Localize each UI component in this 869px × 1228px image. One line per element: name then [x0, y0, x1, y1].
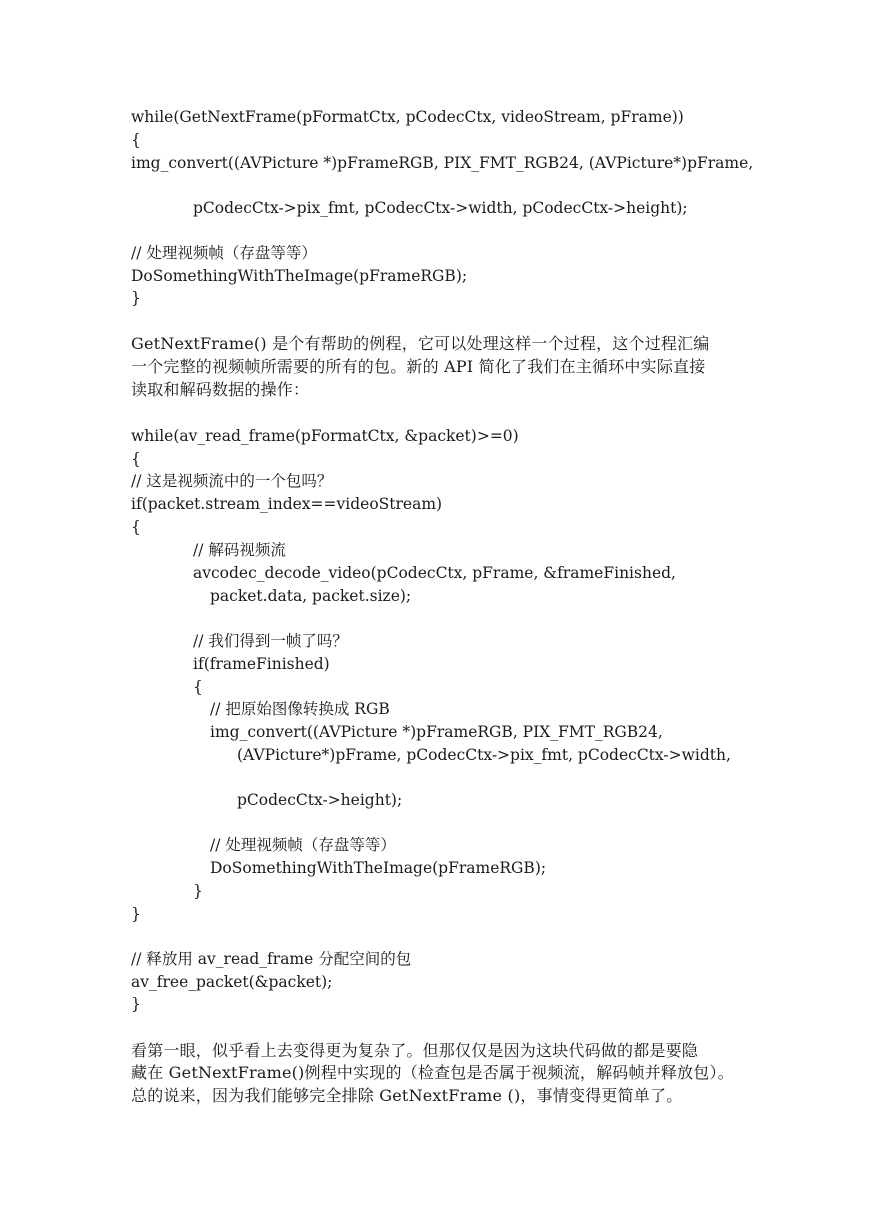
- code-line: (AVPicture*)pFrame, pCodecCtx->pix_fmt, pCodecCtx->width,: [237, 746, 731, 764]
- code-comment: // 把原始图像转换成 RGB: [210, 700, 390, 718]
- code-line: }: [193, 882, 203, 900]
- code-comment: // 处理视频帧（存盘等等）: [131, 244, 317, 262]
- paragraph-line: 看第一眼，似乎看上去变得更为复杂了。但那仅仅是因为这块代码做的都是要隐: [131, 1041, 699, 1060]
- code-line: img_convert((AVPicture *)pFrameRGB, PIX_FMT_RGB24, (AVPicture*)pFrame,: [131, 154, 754, 172]
- code-comment: // 解码视频流: [193, 541, 286, 559]
- code-line: pCodecCtx->pix_fmt, pCodecCtx->width, pCodecCtx->height);: [193, 199, 688, 217]
- code-line: DoSomethingWithTheImage(pFrameRGB);: [210, 859, 547, 877]
- code-line: img_convert((AVPicture *)pFrameRGB, PIX_FMT_RGB24,: [210, 723, 663, 741]
- code-line: while(GetNextFrame(pFormatCtx, pCodecCtx, videoStream, pFrame)): [131, 108, 684, 126]
- code-line: }: [131, 289, 141, 307]
- code-line: {: [131, 450, 141, 468]
- code-comment: // 这是视频流中的一个包吗？: [131, 472, 333, 490]
- code-line: av_free_packet(&packet);: [131, 973, 333, 991]
- code-line: packet.data, packet.size);: [210, 587, 412, 605]
- paragraph-line: GetNextFrame() 是个有帮助的例程，它可以处理这样一个过程，这个过程汇编: [131, 334, 710, 353]
- code-line: while(av_read_frame(pFormatCtx, &packet)>=0): [131, 427, 519, 445]
- code-line: {: [131, 518, 141, 536]
- code-line: }: [131, 995, 141, 1013]
- paragraph-line: 一个完整的视频帧所需要的所有的包。新的 API 简化了我们在主循环中实际直接: [131, 357, 706, 376]
- code-line: avcodec_decode_video(pCodecCtx, pFrame, &frameFinished,: [193, 564, 676, 582]
- code-comment: // 处理视频帧（存盘等等）: [210, 836, 396, 854]
- code-line: pCodecCtx->height);: [237, 791, 403, 809]
- code-line: {: [193, 678, 203, 696]
- code-line: {: [131, 131, 141, 149]
- code-comment: // 释放用 av_read_frame 分配空间的包: [131, 950, 412, 968]
- code-line: }: [131, 905, 141, 923]
- code-line: if(packet.stream_index==videoStream): [131, 495, 443, 513]
- paragraph-line: 总的说来，因为我们能够完全排除 GetNextFrame ()，事情变得更简单了。: [131, 1086, 683, 1105]
- code-comment: // 我们得到一帧了吗？: [193, 632, 348, 650]
- code-line: if(frameFinished): [193, 655, 330, 673]
- paragraph-line: 读取和解码数据的操作：: [131, 380, 310, 399]
- code-line: DoSomethingWithTheImage(pFrameRGB);: [131, 267, 468, 285]
- paragraph-line: 藏在 GetNextFrame()例程中实现的（检查包是否属于视频流，解码帧并释放包）。: [131, 1063, 734, 1082]
